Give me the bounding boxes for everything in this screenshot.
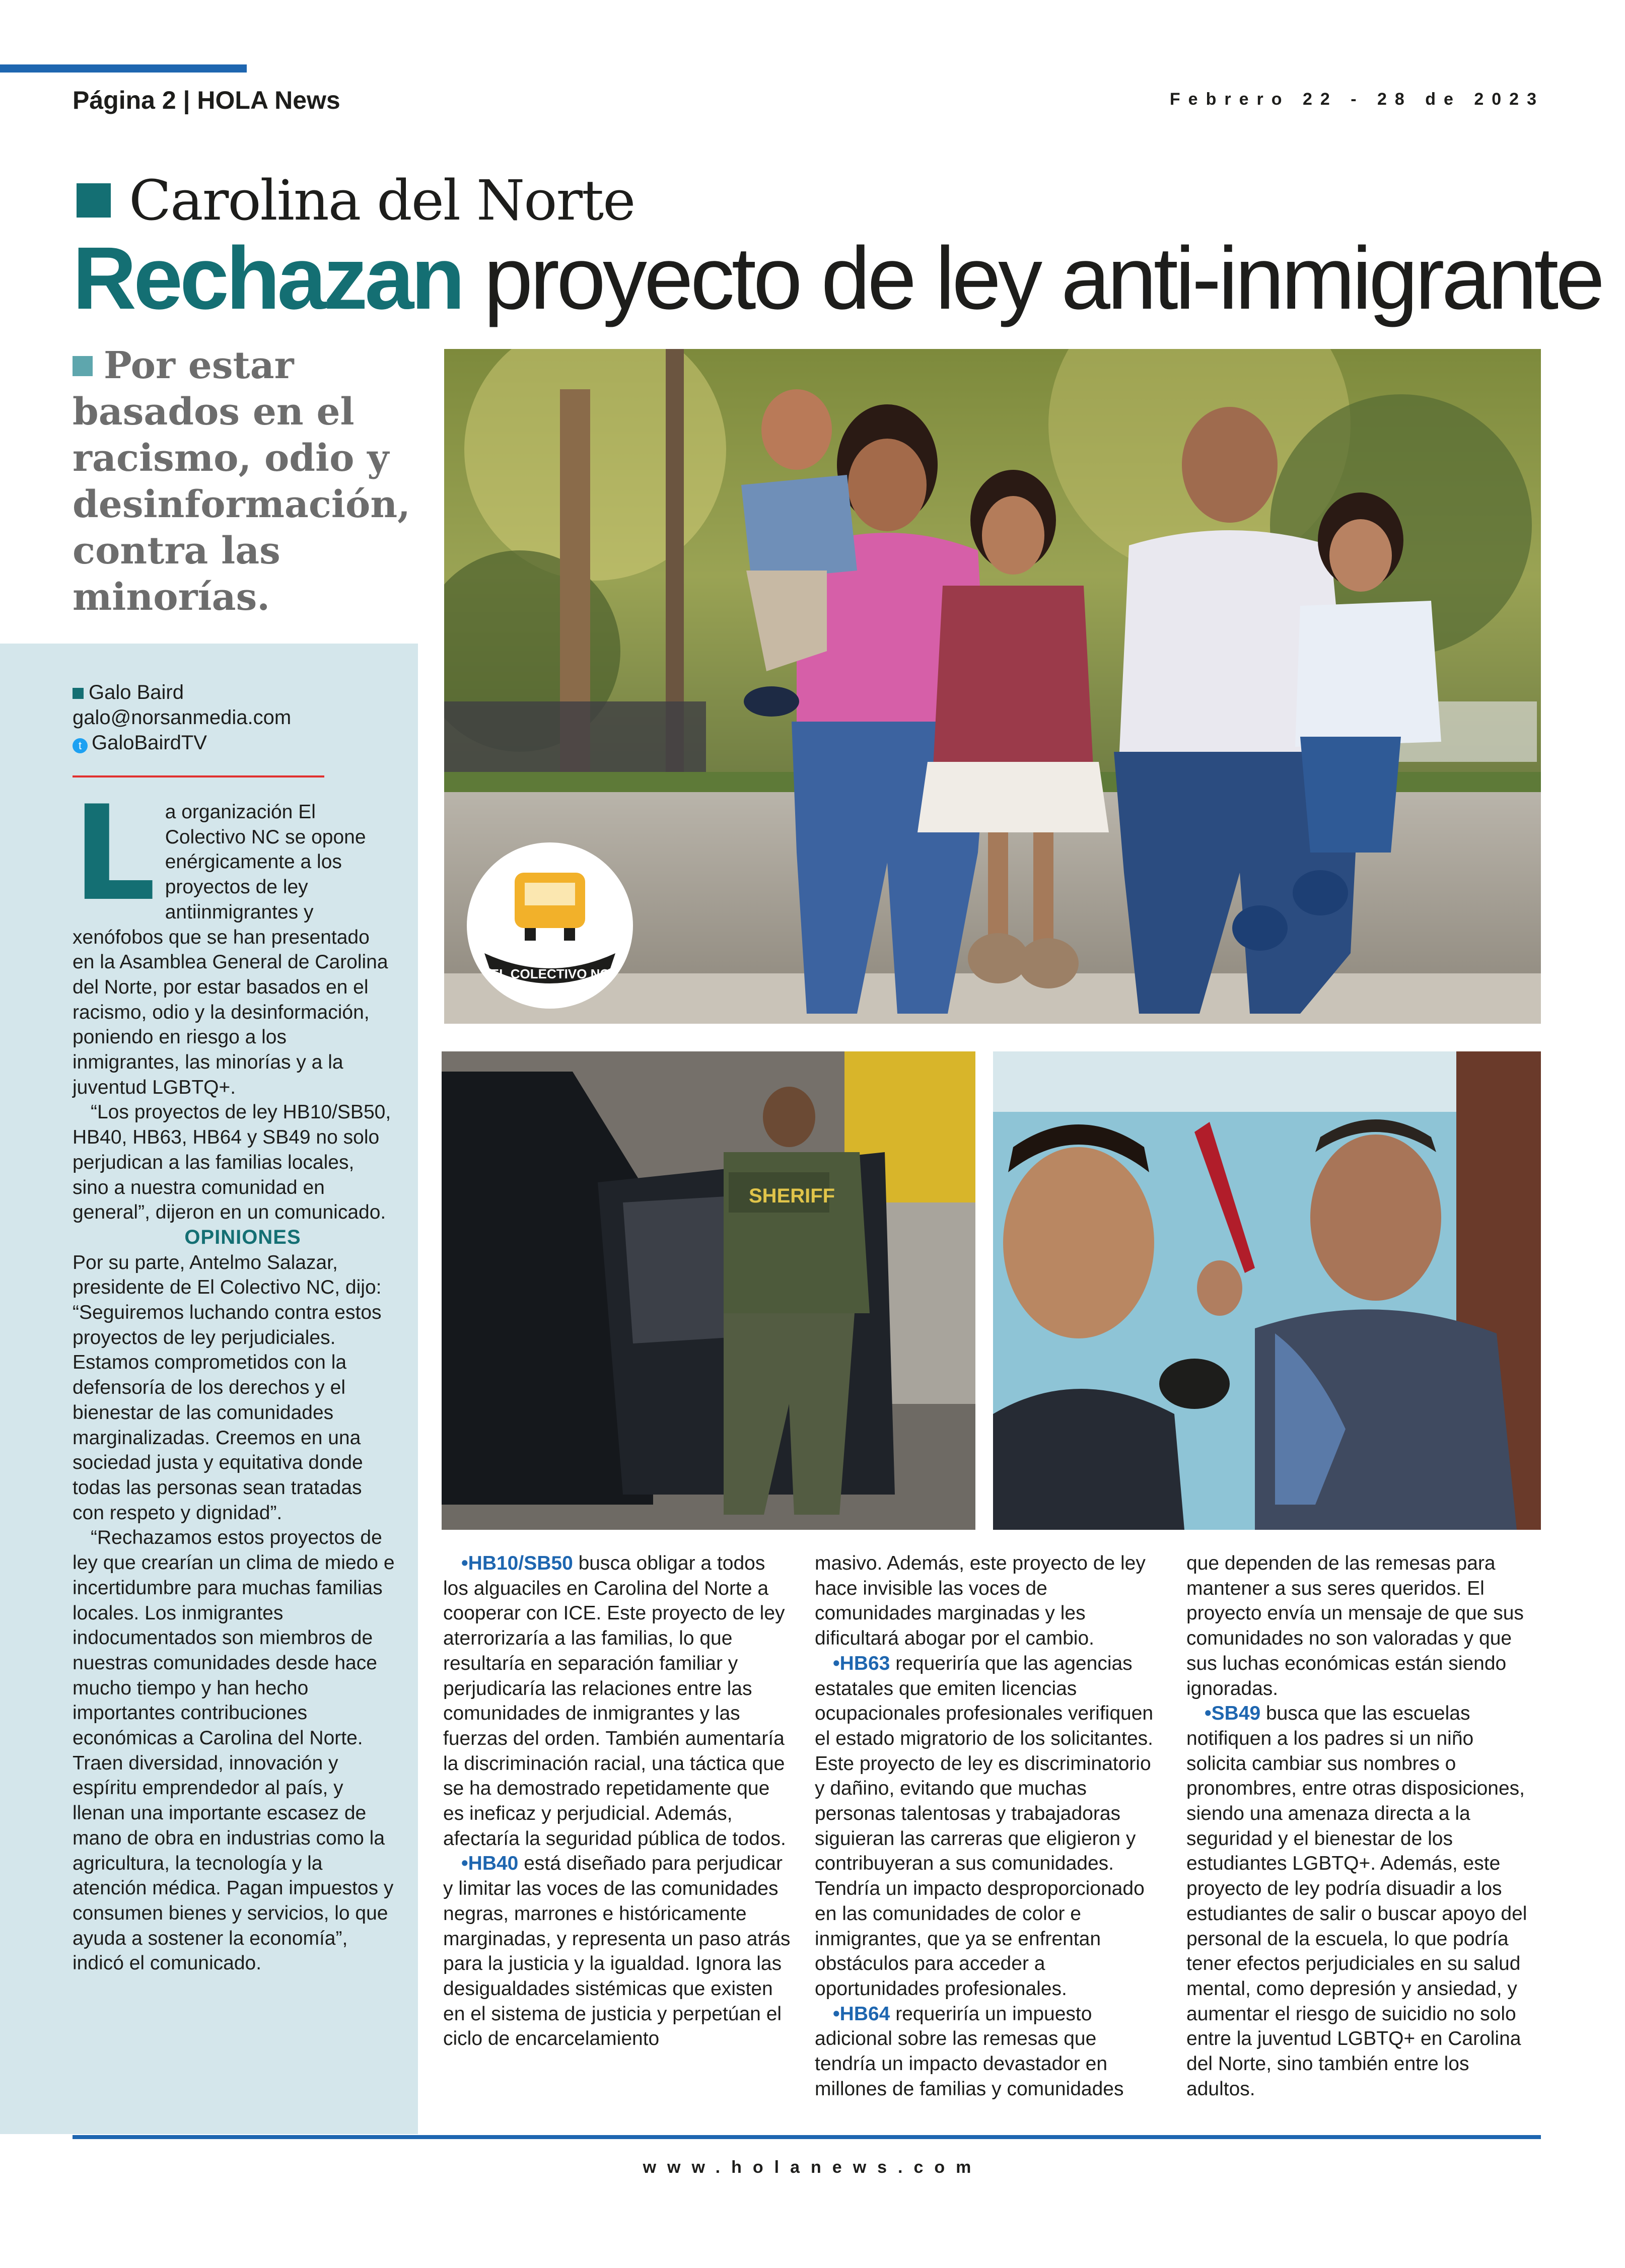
kicker-square-icon — [77, 183, 111, 218]
paragraph: masivo. Además, este proyecto de ley hace invisible las voces de comunidades marginadas y les dificultará abogar por el cambio. — [815, 1552, 1146, 1650]
logo-text: EL COLECTIVO NC — [490, 966, 610, 981]
section-heading: OPINIONES — [184, 1226, 301, 1248]
article-column-3 — [815, 1551, 1162, 2101]
bill-paragraph: •HB10/SB50 busca obligar a todos los alguaciles en Carolina del Norte a cooperar con ICE. Este proyecto de ley aterrorizaría a las familias, lo que resultaría en separación familiar y perjudicaría las relaciones entre las comunidades de inmigrantes y las fuerzas del orden. También aumentaría la discriminación racial, una táctica que se ha demostrado repetidamente que es ineficaz y perjudicial. Además, afectaría la seguridad pública de todos. — [443, 1552, 786, 1850]
byline-email: galo@norsanmedia.com — [73, 706, 292, 729]
bill-label: •HB63 — [833, 1652, 890, 1674]
subhead-text: Por estar basados en el racismo, odio y desinformación, contra las minorías. — [73, 344, 410, 619]
family-photo — [444, 349, 1541, 1024]
lead-paragraph: La organización El Colectivo NC se opone enérgicamente a los proyectos de ley antiinmigrantes y xenófobos que se han presentado en la Asamblea General de Carolina del Norte, por estar basados en el racismo, odio y la desinformación, poniendo en riesgo a los inmigrantes, las minorías y a la juventud LGBTQ+. — [73, 778, 388, 1098]
page-folio: Página 2 | HOLA News — [73, 86, 340, 114]
bill-paragraph: •SB49 busca que las escuelas notifiquen a los padres si un niño solicita cambiar sus nombres o pronombres, entre otras disposiciones, siendo una amenaza directa a la seguridad y el bienestar de los estudiantes LGBTQ+. Además, este proyecto de ley podría disuadir a los estudiantes de salir o buscar apoyo del personal de la escuela, lo que podría tener efectos perjudiciales en su salud mental, como depresión y ansiedad, y aumentar el riesgo de suicidio no solo entre la juventud LGBTQ+ en Carolina del Norte, sino también entre los adultos. — [1186, 1703, 1527, 2100]
article-headline — [73, 229, 1602, 328]
bill-label: •HB10/SB50 — [461, 1552, 573, 1574]
paragraph: Por su parte, Antelmo Salazar, presidente de El Colectivo NC, dijo: “Seguiremos luchando contra estos proyectos de ley perjudiciales. Estamos comprometidos con la defensoría de los derechos y el bienestar de las comunidades marginalizadas. Creemos en una sociedad justa y equitativa donde todas las personas sean tratadas con respeto y dignidad”. — [73, 1251, 382, 1524]
bill-paragraph: •HB63 requeriría que las agencias estatales que emiten licencias ocupacionales profesionales verifiquen el estado migratorio de los solicitantes. Este proyecto de ley es discriminatorio y dañino, evitando que muchas personas talentosas y trabajadoras siguieran las carreras que eligieron y contribuyeran a sus comunidades. Tendría un impacto desproporcionado en las comunidades de color e inmigrantes, que ya se enfrentan obstáculos para acceder a oportunidades profesionales. — [815, 1652, 1154, 2000]
byline — [73, 680, 291, 755]
article-kicker — [77, 170, 634, 231]
headline-rest: proyecto de ley anti-inmigrante — [483, 229, 1602, 328]
footer-rule — [73, 2135, 1541, 2139]
byline-divider — [73, 775, 324, 777]
article-column-1 — [73, 778, 395, 1976]
bill-paragraph: •HB40 está diseñado para perjudicar y limitar las voces de las comunidades negras, marrones e históricamente marginadas, y representa un paso atrás para la justicia y la igualdad. Ignora las desigualdades sistémicas que existen en el sistema de justicia y perpetúan el ciclo de encarcelamiento — [443, 1853, 791, 2050]
bill-label: •HB40 — [461, 1853, 519, 1875]
bill-paragraph: •HB64 requeriría un impuesto adicional sobre las remesas que tendría un impacto devastador en millones de familias y comunidades — [815, 2003, 1124, 2100]
byline-square-icon — [73, 688, 84, 699]
twitter-bird-icon: t — [73, 738, 88, 753]
bill-label: •SB49 — [1205, 1703, 1261, 1725]
barber-photo — [993, 1051, 1541, 1530]
subhead-square-icon — [73, 356, 93, 376]
paragraph: que dependen de las remesas para mantener a sus seres queridos. El proyecto envía un mensaje de que sus comunidades no son valoradas y que sus luchas económicas están siendo ignoradas. — [1186, 1552, 1524, 1699]
top-accent-rule — [0, 64, 247, 73]
sheriff-photo — [442, 1051, 975, 1530]
drop-cap: L — [73, 778, 156, 930]
paragraph: “Rechazamos estos proyectos de ley que crearían un clima de miedo e incertidumbre para muchas familias locales. Los inmigrantes indocumentados son miembros de nuestras comunidades desde hace mucho tiempo y han hecho importantes contribuciones económicas a Carolina del Norte. Traen diversidad, innovación y espíritu emprendedor al país, y llenan una importante escasez de mano de obra en industrias como la agricultura, la tecnología y la atención médica. Pagan impuestos y consumen bienes y servicios, lo que ayuda a sostener la economía”, indicó el comunicado. — [73, 1527, 395, 1974]
article-column-4 — [1186, 1551, 1539, 2101]
issue-date: Febrero 22 - 28 de 2023 — [1169, 90, 1544, 109]
bill-label: •HB64 — [833, 2003, 890, 2025]
article-subhead — [73, 342, 425, 620]
byline-twitter: t GaloBairdTV — [73, 730, 291, 755]
vest-text: SHERIFF — [749, 1185, 835, 1207]
kicker-text: Carolina del Norte — [129, 168, 635, 233]
headline-emphasis: Rechazan — [73, 229, 462, 328]
paragraph: “Los proyectos de ley HB10/SB50, HB40, HB63, HB64 y SB49 no solo perjudican a las familias locales, sino a nuestra comunidad en general”, dijeron en un comunicado. — [73, 1101, 391, 1224]
byline-author: Galo Baird — [73, 680, 291, 705]
footer-url: www.holanews.com — [643, 2158, 982, 2177]
article-column-2 — [443, 1551, 791, 2051]
